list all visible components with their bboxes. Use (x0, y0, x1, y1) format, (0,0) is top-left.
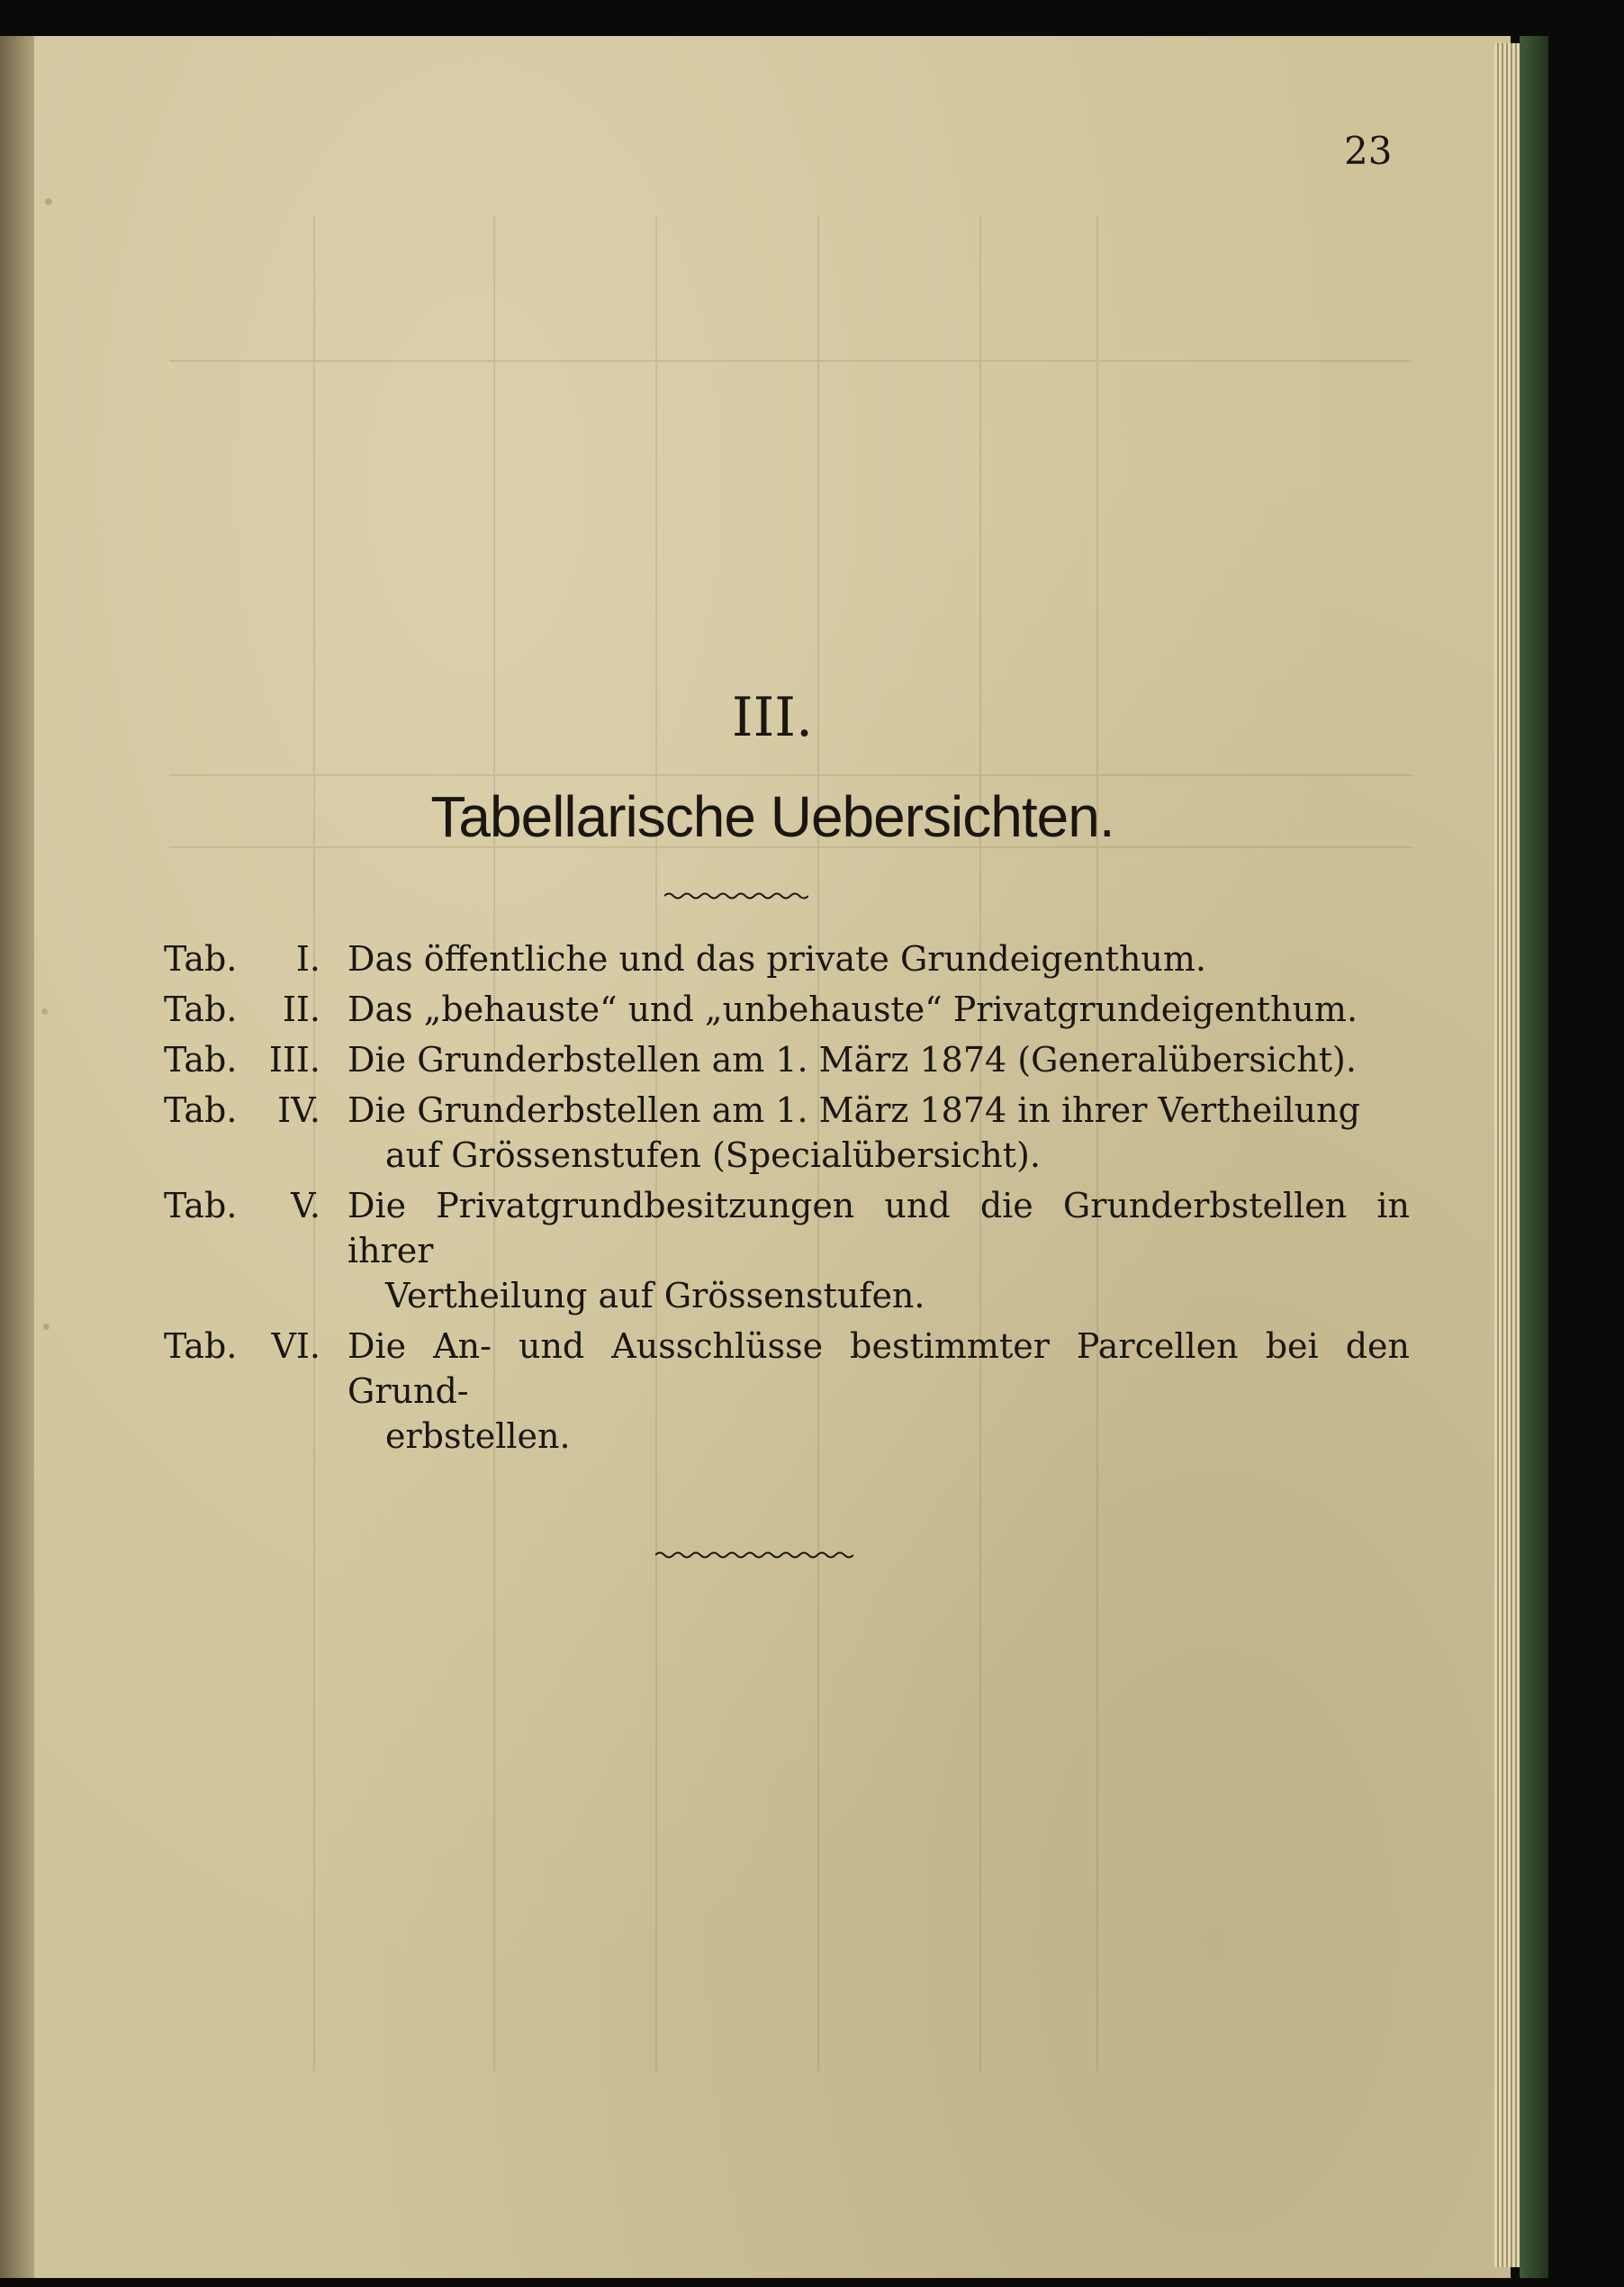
toc-item-text: Die Grunderbstellen am 1. März 1874 in ihrer Vertheilung (347, 1090, 1360, 1130)
toc-item-text: Die Privatgrundbesitzungen und die Grunderbstellen in ihrer (347, 1186, 1410, 1270)
toc-item-continuation: Vertheilung auf Grössenstufen. (385, 1276, 925, 1315)
toc-item-text: Das öffentliche und das private Grundeigenthum. (347, 939, 1207, 979)
toc-item-continuation: erbstellen. (385, 1416, 571, 1456)
toc-item: Tab. III. Die Grunderbstellen am 1. März 1874 (Generalübersicht). (164, 1040, 1357, 1080)
ornament-divider-bottom (655, 1549, 853, 1561)
toc-item-text: Das „behauste“ und „unbehauste“ Privatgrundeigenthum. (347, 990, 1358, 1029)
toc-item-text: Die Grunderbstellen am 1. März 1874 (Generalübersicht). (347, 1040, 1357, 1080)
previous-page-edge (0, 36, 36, 2278)
ornament-divider (664, 890, 808, 902)
toc-item-continuation: auf Grössenstufen (Specialübersicht). (385, 1135, 1041, 1175)
toc-item: Tab. I. Das öffentliche und das private Grundeigenthum. (164, 939, 1207, 979)
toc-item-text: Die An- und Ausschlüsse bestimmter Parcellen bei den Grund- (347, 1326, 1410, 1411)
page-number: 23 (1344, 129, 1393, 173)
toc-item: Tab. VI. Die An- und Ausschlüsse bestimmter Parcellen bei den Grund- erbstellen. (131, 1324, 1410, 1459)
table-of-contents (131, 936, 1410, 1464)
paper-speck (41, 1008, 48, 1015)
book-spine (1520, 36, 1548, 2278)
section-title: Tabellarische Uebersichten. (430, 784, 1114, 849)
paper-speck (45, 198, 52, 205)
section-number: III. (731, 686, 814, 749)
toc-item: Tab. II. Das „behauste“ und „unbehauste“ Privatgrundeigenthum. (164, 990, 1358, 1029)
paper-speck (43, 1324, 50, 1330)
toc-item: Tab. IV. Die Grunderbstellen am 1. März 1874 in ihrer Vertheilung auf Grössenstufen (Specialübersicht). (131, 1088, 1410, 1178)
page-edges (1494, 43, 1520, 2267)
toc-item: Tab. V. Die Privatgrundbesitzungen und die Grunderbstellen in ihrer Vertheilung auf Grössenstufen. (131, 1183, 1410, 1318)
book-page (34, 36, 1511, 2278)
